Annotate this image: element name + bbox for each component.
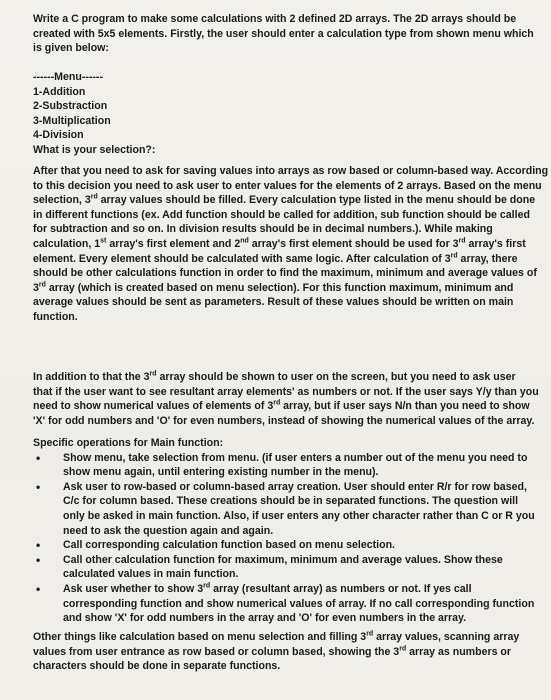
menu-line: 3-Multiplication [33, 114, 111, 127]
text-line: element. Every element should be calculated with same logic. After calculation of 3rd array, there [33, 252, 518, 265]
text-line: and show 'X' for odd numbers in the array and 'O' for even numbers in the array. [63, 612, 467, 625]
text-line: After that you need to ask for saving values into arrays as row based or column-based way. According [33, 165, 549, 177]
menu-listing [33, 70, 531, 158]
text-line: is given below: [33, 42, 109, 55]
text-line: • Ask user to row-based or column-based array creation. User should enter R/r for row based, [63, 480, 527, 493]
text-line: 3rd array (which is created based on menu selection). For this function maximum, minimum and [33, 281, 514, 294]
text-line: calculated values in main function. [63, 568, 239, 581]
text-line: Write a C program to make some calculations with 2 defined 2D arrays. The 2D arrays should be [33, 13, 517, 25]
text-line: that if the user want to see resultant array elements' as numbers or not. If the user says Y/y than you [33, 385, 539, 398]
bullet-item [33, 451, 531, 480]
bullet-item [33, 480, 535, 538]
text-line: values from user entrance as row based or column based, showing the 3rd array as numbers or [33, 645, 512, 658]
menu-line: What is your selection?: [33, 143, 156, 156]
text-line: 'X' for odd numbers and 'O' for even numbers, instead of showing the numerical values of the array. [33, 414, 535, 427]
text-line: calculation, 1st array's first element and 2nd array's first element should be used for 3rd array's first [33, 237, 526, 250]
menu-line: 1-Addition [33, 85, 86, 98]
intro-paragraph [33, 12, 534, 56]
text-line: created with 5x5 elements. Firstly, the user should enter a calculation type from shown menu which [33, 27, 534, 40]
text-line: should be other calculations function in order to find the maximum, minimum and average values of [33, 267, 537, 280]
text-line: C/c for column based. These creations should be in separated functions. The question will [63, 495, 519, 508]
menu-line: ------Menu------ [33, 71, 103, 83]
text-line: in different functions (ex. Add function should be called for addition, sub function should be called [33, 208, 530, 221]
bullet-item [33, 553, 531, 582]
text-line: need to show numerical values of elements of 3rd array, but if user says N/n than you need to show [33, 399, 530, 413]
text-line: to this decision you need to ask user to enter values for the elements of 2 arrays. Based on the menu [33, 179, 542, 192]
text-line: function. [33, 310, 78, 323]
text-line: for subtraction and so on. In division results should be in decimal numbers.). While making [33, 223, 493, 236]
text-line: only be asked in main function. Also, if user enters any other character rather than C or R you [63, 509, 535, 522]
text-line: need to ask the question again and again. [63, 524, 274, 537]
menu-line: 4-Division [33, 129, 84, 142]
text-line: average values should be sent as parameters. Result of these values should be written on main [33, 296, 514, 309]
text-line: show menu again, until entering existing number in the menu). [63, 466, 379, 479]
text-line: characters should be done in separate functions. [33, 660, 281, 673]
bullet-item [33, 582, 535, 626]
specific-operations-section [33, 436, 535, 626]
paragraph-array-saving [33, 164, 549, 325]
text-line: • Call corresponding calculation function based on menu selection. [63, 539, 395, 552]
section-heading: Specific operations for Main function: [33, 437, 224, 449]
paragraph-other-things [33, 630, 531, 674]
text-line: corresponding function and show numerical values of array. If no call corresponding function [63, 597, 535, 610]
text-line: selection, 3rd array values should be filled. Every calculation type listed in the menu should be done [33, 193, 536, 207]
text-line: • Call other calculation function for maximum, minimum and average values. Show these [63, 553, 503, 566]
paragraph-display-mode [33, 370, 539, 428]
bullet-list [33, 451, 535, 626]
text-line: Other things like calculation based on menu selection and filling 3rd array values, scanning array [33, 630, 520, 643]
menu-line: 2-Substraction [33, 100, 108, 113]
bullet-item [33, 538, 531, 553]
text-line: In addition to that the 3rd array should be shown to user on the screen, but you need to ask user [33, 370, 516, 383]
text-line: • Show menu, take selection from menu. (if user enters a number out of the menu you need to [63, 451, 528, 464]
text-line: • Ask user whether to show 3rd array (resultant array) as numbers or not. If yes call [63, 582, 472, 595]
